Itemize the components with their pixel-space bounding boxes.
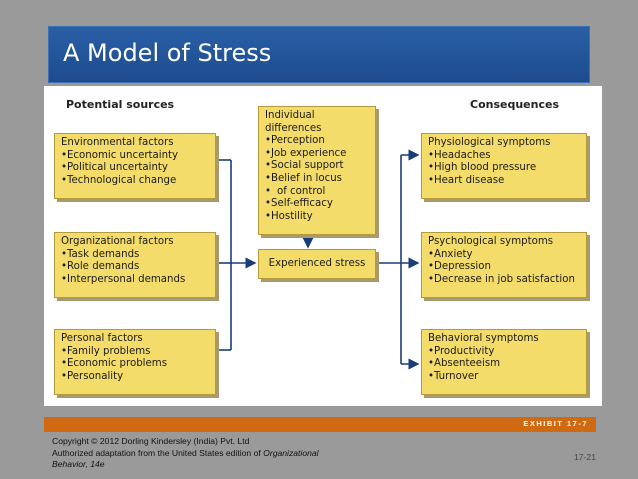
individual-differences-item: • Belief in locus bbox=[265, 173, 369, 186]
psychological-title: Psychological symptoms bbox=[428, 236, 554, 247]
copyright-line: Copyright © 2012 Dorling Kindersley (India) Pvt. Ltd bbox=[52, 436, 250, 446]
individual-differences-title: Individual differences bbox=[265, 110, 322, 134]
copyright-line bbox=[52, 448, 352, 471]
organizational-title: Organizational factors bbox=[61, 236, 174, 247]
slide-title: A Model of Stress bbox=[63, 39, 272, 67]
environmental-factors-box bbox=[54, 133, 216, 199]
stress-model-diagram bbox=[44, 86, 602, 406]
behavioral-item: • Absenteeism bbox=[428, 358, 580, 371]
psychological-symptoms-box bbox=[421, 232, 587, 298]
individual-differences-item: • Social support bbox=[265, 160, 369, 173]
experienced-stress-label: Experienced stress bbox=[268, 257, 366, 269]
adaptation-text: Authorized adaptation from the United States edition of bbox=[52, 447, 261, 458]
consequences-header: Consequences bbox=[470, 98, 559, 111]
environmental-title: Environmental factors bbox=[61, 137, 174, 148]
behavioral-title: Behavioral symptoms bbox=[428, 333, 539, 344]
physiological-item: • Heart disease bbox=[428, 175, 580, 188]
experienced-stress-box bbox=[258, 249, 376, 279]
exhibit-bar bbox=[44, 417, 596, 432]
individual-differences-item: • Self-efficacy bbox=[265, 198, 369, 211]
individual-differences-item: • Perception bbox=[265, 135, 369, 148]
exhibit-label: EXHIBIT 17-7 bbox=[523, 419, 588, 428]
individual-differences-continuation: • of control bbox=[265, 186, 369, 199]
copyright-notice bbox=[52, 436, 352, 471]
behavioral-item: • Turnover bbox=[428, 371, 580, 384]
behavioral-item: • Productivity bbox=[428, 346, 580, 359]
psychological-item: • Depression bbox=[428, 261, 580, 274]
psychological-item: • Decrease in job satisfaction bbox=[428, 274, 580, 287]
book-title: Organizational Behavior, 14e bbox=[52, 447, 319, 469]
individual-differences-item: • Hostility bbox=[265, 211, 369, 224]
individual-differences-item: • Job experience bbox=[265, 148, 369, 161]
physiological-title: Physiological symptoms bbox=[428, 137, 551, 148]
organizational-factors-box bbox=[54, 232, 216, 298]
potential-sources-header: Potential sources bbox=[66, 98, 175, 111]
psychological-item: • Anxiety bbox=[428, 249, 580, 262]
title-bar bbox=[48, 26, 590, 83]
personal-factors-box bbox=[54, 329, 216, 395]
individual-differences-box bbox=[258, 106, 376, 235]
physiological-item: • High blood pressure bbox=[428, 162, 580, 175]
physiological-symptoms-box bbox=[421, 133, 587, 199]
organizational-item: • Role demands bbox=[61, 261, 209, 274]
personal-title: Personal factors bbox=[61, 333, 143, 344]
environmental-item: • Economic uncertainty bbox=[61, 150, 209, 163]
personal-item: • Economic problems bbox=[61, 358, 209, 371]
personal-item: • Personality bbox=[61, 371, 209, 384]
page-number: 17-21 bbox=[574, 452, 596, 462]
personal-item: • Family problems bbox=[61, 346, 209, 359]
organizational-item: • Task demands bbox=[61, 249, 209, 262]
organizational-item: • Interpersonal demands bbox=[61, 274, 209, 287]
physiological-item: • Headaches bbox=[428, 150, 580, 163]
behavioral-symptoms-box bbox=[421, 329, 587, 395]
environmental-item: • Political uncertainty bbox=[61, 162, 209, 175]
environmental-item: • Technological change bbox=[61, 175, 209, 188]
